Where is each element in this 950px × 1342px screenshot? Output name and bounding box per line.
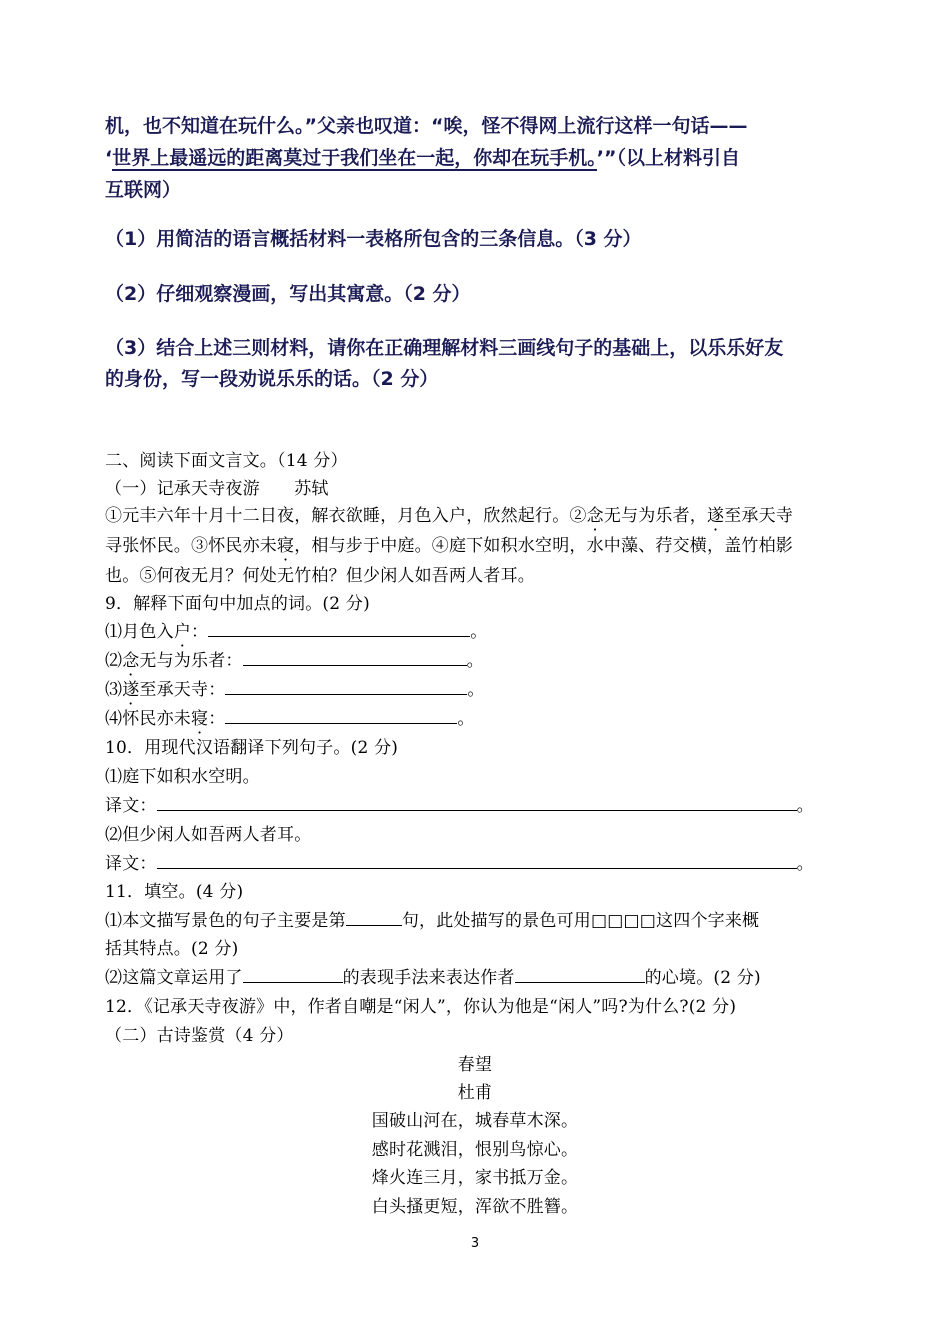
q9-item-3: ⑶遂至承天寺： 。 — [105, 680, 485, 700]
q11-title: 11．填空。(4 分) — [105, 882, 244, 902]
answer-blank[interactable] — [225, 707, 457, 724]
subsection-heading-2: （二）古诗鉴赏（4 分） — [105, 1026, 294, 1046]
passage-line-1: ①元丰六年十月十二日夜，解衣欲睡，月色入户，欣然起行。②念无与为乐者，遂至承天寺 — [105, 506, 794, 526]
answer-blank[interactable] — [243, 966, 343, 983]
quote-open: ‘ — [105, 147, 113, 169]
answer-blank[interactable] — [208, 620, 470, 637]
answer-blank[interactable] — [157, 852, 797, 869]
q9-item-2: ⑵念无与为乐者： 。 — [105, 651, 484, 671]
passage-line-2: 寻张怀民。③怀民亦未寝，相与步于中庭。④庭下如积水空明，水中藻、荇交横，盖竹柏影 — [105, 536, 794, 556]
q10-title: 10．用现代汉语翻译下列句子。(2 分) — [105, 738, 399, 758]
dotted-char-qin: 寝 — [277, 536, 295, 556]
q10-translation-2: 译文： 。 — [105, 854, 814, 874]
answer-blank[interactable] — [243, 649, 467, 666]
poem-line: 白头搔更短，浑欲不胜簪。 — [371, 1197, 579, 1217]
q11-part-1: ⑴本文描写景色的句子主要是第 句，此处描写的景色可用□□□□这四个字来概 — [105, 911, 760, 931]
material-line-2 — [105, 143, 740, 170]
q10-sentence-2: ⑵但少闲人如吾两人者耳。 — [105, 825, 312, 845]
passage-line-3: 也。⑤何夜无月？何处无竹柏？但少闲人如吾两人者耳。 — [105, 566, 535, 586]
underlined-quote: 世界上最遥远的距离莫过于我们坐在一起，你却在玩手机。 — [112, 147, 597, 169]
page-number: 3 — [470, 1236, 480, 1251]
poem-line: 烽火连三月，家书抵万金。 — [371, 1168, 579, 1188]
q9-title: 9．解释下面句中加点的词。(2 分) — [105, 594, 370, 614]
dotted-char-sui: 遂 — [707, 506, 725, 526]
question-1: （1）用简洁的语言概括材料一表格所包含的三条信息。（3 分） — [105, 228, 642, 250]
answer-blank[interactable] — [157, 794, 797, 811]
q9-item-1: ⑴月色入户： 。 — [105, 622, 488, 642]
answer-blank[interactable] — [225, 678, 467, 695]
q9-item-4: ⑷怀民亦未寝： 。 — [105, 709, 475, 729]
question-2: （2）仔细观察漫画，写出其寓意。（2 分） — [105, 283, 471, 305]
q12: 12．《记承天寺夜游》中，作者自嘲是“闲人”，你认为他是“闲人”吗?为什么?(2 分) — [105, 997, 737, 1017]
answer-blank[interactable] — [346, 909, 402, 926]
subsection-heading-1: （一）记承天寺夜游 苏轼 — [105, 479, 329, 499]
question-3-line-2: 的身份，写一段劝说乐乐的话。（2 分） — [105, 368, 439, 390]
material-line-3: 互联网） — [105, 179, 182, 201]
poem-author: 杜甫 — [457, 1083, 493, 1103]
poem-title: 春望 — [457, 1055, 493, 1075]
section-heading: 二、阅读下面文言文。（14 分） — [105, 451, 348, 471]
dotted-char-nian: 念 — [586, 506, 604, 526]
q11-part-2: ⑵这篇文章运用了 的表现手法来表达作者 的心境。(2 分) — [105, 968, 761, 988]
poem-line: 感时花溅泪，恨别鸟惊心。 — [371, 1140, 579, 1160]
answer-blank[interactable] — [515, 966, 645, 983]
question-3-line-1: （3）结合上述三则材料，请你在正确理解材料三画线句子的基础上，以乐乐好友 — [105, 337, 784, 359]
quote-close: ’”（以上材料引自 — [596, 147, 740, 169]
q10-sentence-1: ⑴庭下如积水空明。 — [105, 767, 260, 787]
q11-part-1-cont: 括其特点。(2 分) — [105, 939, 239, 959]
q10-translation-1: 译文： 。 — [105, 796, 814, 816]
poem-line: 国破山河在，城春草木深。 — [371, 1111, 579, 1131]
material-line-1: 机，也不知道在玩什么。”父亲也叹道：“唉，怪不得网上流行这样一句话—— — [105, 115, 748, 137]
